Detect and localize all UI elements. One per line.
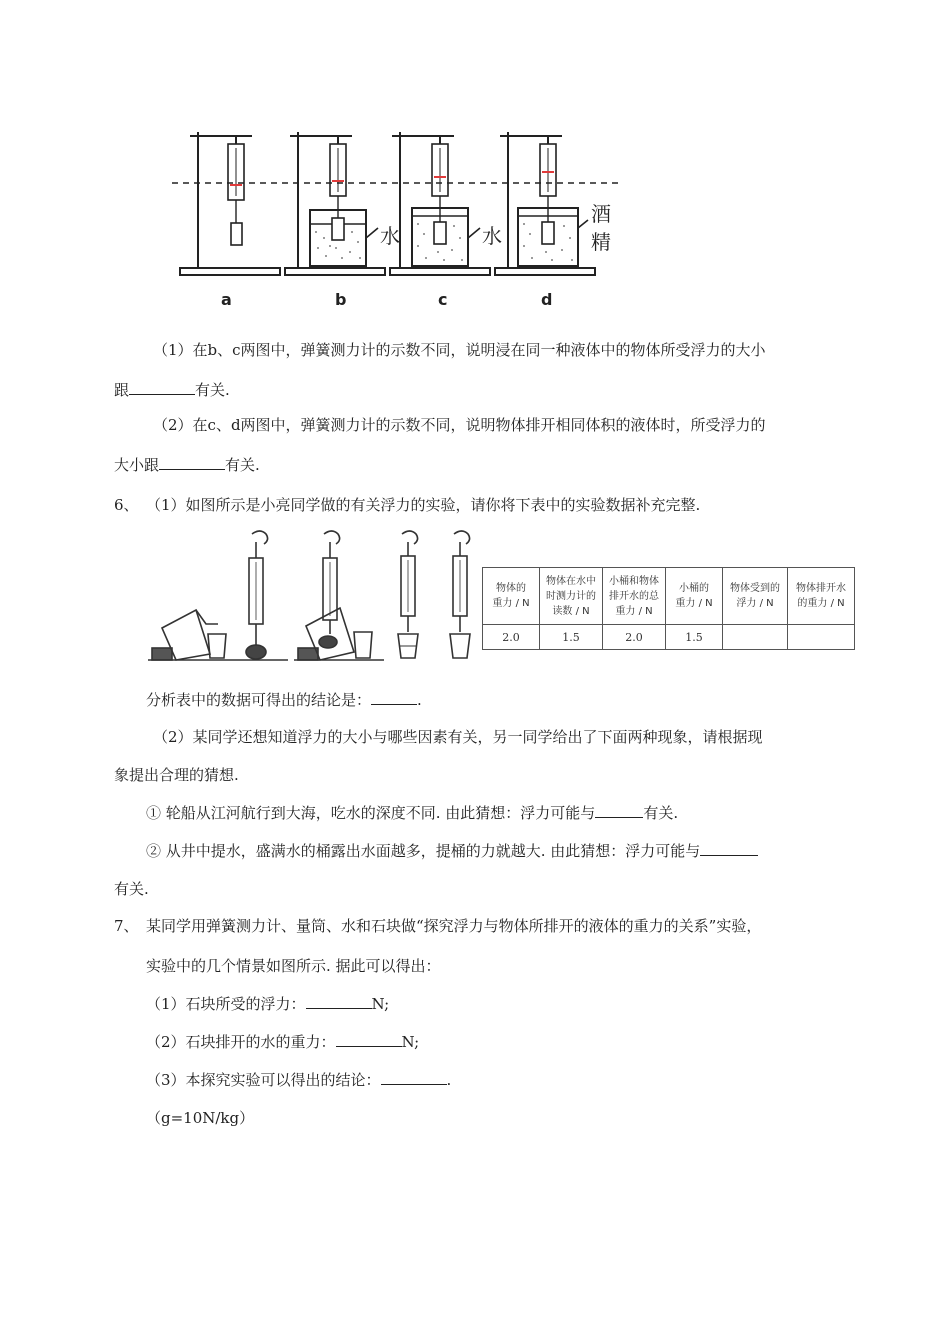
label-alcohol-1: 酒 [591,202,611,226]
q7-item2-pre: （2）石块排开的水的重力： [146,1033,336,1051]
q6-item2-pre: ② 从井中提水，盛满水的桶露出水面越多，提桶的力就越大. 由此猜想：浮力可能与 [146,842,701,860]
q7-item2-post: N; [401,1033,420,1051]
q7-item2-blank[interactable] [336,1032,402,1047]
table-header-1: 物体在水中 时测力计的 读数 / N [540,568,603,625]
q6-conclusion-pre: 分析表中的数据可得出的结论是： [146,691,372,709]
label-alcohol-2: 精 [591,230,611,254]
table-cell-4[interactable] [723,625,788,650]
q5-part1-line1: （1）在b、c两图中，弹簧测力计的示数不同，说明浸在同一种液体中的物体所受浮力的大小 [153,341,766,359]
q6-item2-line2: 有关. [114,880,149,898]
q5-part1-pre: 跟 [114,381,130,399]
q6-part2-line1: （2）某同学还想知道浮力的大小与哪些因素有关，另一同学给出了下面两种现象，请根据现 [153,728,763,746]
setup-c [390,132,490,275]
q7-item2 [146,1032,419,1052]
figure-overflow-experiment [148,528,480,670]
q7-item3-pre: （3）本探究实验可以得出的结论： [146,1071,381,1089]
q6-conclusion-blank[interactable] [371,690,417,705]
table-cell-0: 2.0 [483,625,540,650]
figure-label-c: c [438,290,448,309]
q6-conclusion [146,690,422,710]
stone-1 [246,645,266,659]
q6-item2 [146,841,758,861]
label-water-b: 水 [380,224,400,248]
q5-part2-post: 有关. [225,456,260,474]
q7-item3-blank[interactable] [381,1070,447,1085]
table-cell-3: 1.5 [666,625,723,650]
q7-line2: 实验中的几个情景如图所示. 据此可以得出： [146,957,441,975]
q7-item3-post: . [446,1071,452,1089]
figure-label-b: b [335,290,347,309]
q6-number: 6、 [114,496,139,514]
setup-d [495,132,595,275]
q7-note: （g=10N/kg） [146,1109,255,1127]
q6-item1-pre: ① 轮船从江河航行到大海，吃水的深度不同. 由此猜想：浮力可能与 [146,804,596,822]
figure-label-d: d [541,290,553,309]
q5-part2-line1: （2）在c、d两图中，弹簧测力计的示数不同，说明物体排开相同体积的液体时，所受浮力的 [153,416,766,434]
table-cell-2: 2.0 [603,625,666,650]
q7-item1-pre: （1）石块所受的浮力： [146,995,306,1013]
q6-item1 [146,803,678,823]
q5-part2-pre: 大小跟 [114,456,160,474]
table-header-4: 物体受到的 浮力 / N [723,568,788,625]
q5-part2-blank[interactable] [159,455,225,470]
q5-part2-line2 [114,455,260,475]
setup-a [180,132,280,275]
q6-conclusion-post: . [417,691,422,709]
q6-part2-line2: 象提出合理的猜想. [114,766,239,784]
q5-part1-post: 有关. [195,381,230,399]
q6-item1-post: 有关. [643,804,679,822]
setup-b [285,132,385,275]
q6-item1-blank[interactable] [595,803,643,818]
q7-number: 7、 [114,917,139,935]
q7-item3 [146,1070,451,1090]
table-header-3: 小桶的 重力 / N [666,568,723,625]
base-block-1 [152,648,172,660]
q5-part1-blank[interactable] [129,380,195,395]
q7-item1 [146,994,389,1014]
table-header-5: 物体排开水 的重力 / N [788,568,855,625]
table-header-2: 小桶和物体 排开水的总 重力 / N [603,568,666,625]
figure-label-a: a [221,290,232,309]
table-cell-1: 1.5 [540,625,603,650]
q7-line1: 某同学用弹簧测力计、量筒、水和石块做“探究浮力与物体所排开的液体的重力的关系”实验， [146,917,762,935]
table-header-0: 物体的 重力 / N [483,568,540,625]
q7-item1-blank[interactable] [306,994,372,1009]
label-water-c: 水 [482,224,502,248]
q5-part1-line2 [114,380,230,400]
q6-item2-blank[interactable] [700,841,758,856]
table-cell-5[interactable] [788,625,855,650]
q6-part1: （1）如图所示是小亮同学做的有关浮力的实验，请你将下表中的实验数据补充完整. [146,496,701,514]
q7-item1-post: N; [371,995,390,1013]
experiment-data-table [482,567,855,650]
